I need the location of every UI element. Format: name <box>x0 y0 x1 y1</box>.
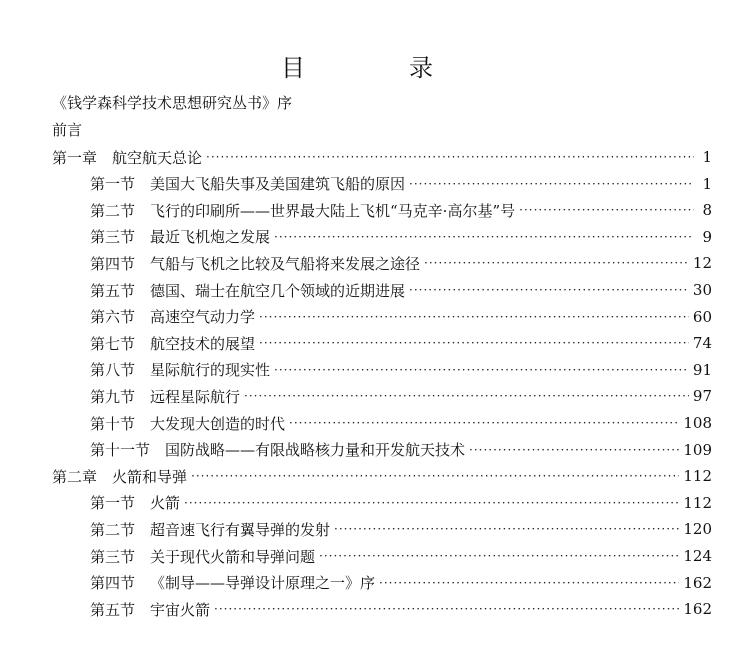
toc-entry-number: 第一节 <box>90 494 136 513</box>
toc-leader-dots <box>519 203 694 217</box>
toc-section-row <box>0 331 712 355</box>
toc-entry-number: 第三节 <box>90 547 136 566</box>
toc-entry-number: 第四节 <box>90 254 136 273</box>
toc-leader-dots <box>206 150 694 164</box>
toc-entry-title: 气船与飞机之比较及气船将来发展之途径 <box>150 254 421 273</box>
toc-entry-number: 第八节 <box>90 361 136 380</box>
toc-page-number: 120 <box>683 520 712 539</box>
toc-leader-dots <box>319 549 679 563</box>
toc-entry-number: 第五节 <box>90 600 136 619</box>
toc-entry-number: 第一节 <box>90 175 136 194</box>
front-matter-series-preface: 《钱学森科学技术思想研究丛书》序 <box>52 94 293 112</box>
toc-entry-title: 高速空气动力学 <box>150 308 256 327</box>
toc-leader-dots <box>259 310 689 324</box>
toc-entry-title: 远程星际航行 <box>150 387 241 406</box>
toc-chapter-row <box>0 145 712 169</box>
toc-entry-title: 超音速飞行有翼导弹的发射 <box>150 520 331 539</box>
toc-entry-title: 大发现大创造的时代 <box>150 414 286 433</box>
toc-page-number: 124 <box>683 547 712 565</box>
toc-entry-number: 第五节 <box>90 281 136 300</box>
toc-leader-dots <box>379 576 679 590</box>
toc-section-row <box>0 172 712 196</box>
toc-leader-dots <box>244 389 689 403</box>
toc-page-number: 109 <box>683 440 712 459</box>
toc-leader-dots <box>214 602 679 616</box>
toc-entry-title: 德国、瑞士在航空几个领域的近期进展 <box>150 281 406 300</box>
toc-section-row <box>0 384 712 408</box>
toc-page-number: 9 <box>702 227 712 246</box>
toc-entry-title: 火箭和导弹 <box>112 467 188 486</box>
toc-entry-number: 第二节 <box>90 201 136 220</box>
toc-section-row <box>0 438 712 462</box>
toc-page-number: 1 <box>702 174 712 193</box>
toc-section-row <box>0 278 712 302</box>
toc-leader-dots <box>274 230 694 244</box>
toc-page-number: 108 <box>683 414 712 432</box>
toc-entry-title: 星际航行的现实性 <box>150 361 271 380</box>
toc-section-row <box>0 544 712 568</box>
toc-entry-number: 第十一节 <box>90 441 151 460</box>
toc-page-number: 74 <box>692 334 712 353</box>
toc-entry-title: 《制导——导弹设计原理之一》序 <box>150 574 376 593</box>
toc-page-number: 60 <box>692 307 712 326</box>
toc-entry-title: 飞行的印刷所——世界最大陆上飞机“马克辛·高尔基”号 <box>150 201 516 220</box>
toc-section-row <box>0 411 712 435</box>
toc-leader-dots <box>334 522 679 536</box>
toc-page-number: 162 <box>683 600 712 619</box>
toc-entry-number: 第二节 <box>90 520 136 539</box>
toc-section-row <box>0 571 712 595</box>
toc-page-number: 112 <box>683 493 712 512</box>
toc-section-row <box>0 491 712 515</box>
toc-page-number: 1 <box>702 148 712 166</box>
toc-entry-title: 航空航天总论 <box>112 148 203 167</box>
toc-page-number: 8 <box>702 201 712 220</box>
toc-leader-dots <box>409 177 694 191</box>
toc-chapter-row <box>0 464 712 488</box>
toc-entry-title: 关于现代火箭和导弹问题 <box>150 547 316 566</box>
toc-entry-number: 第二章 <box>52 467 98 486</box>
toc-page-number: 97 <box>692 387 712 406</box>
toc-page-number: 30 <box>692 281 712 299</box>
toc-entry-number: 第九节 <box>90 387 136 406</box>
toc-leader-dots <box>191 469 679 483</box>
toc-entry-number: 第六节 <box>90 308 136 327</box>
toc-section-row <box>0 251 712 275</box>
toc-section-row <box>0 358 712 382</box>
toc-leader-dots <box>259 336 689 350</box>
toc-entry-number: 第四节 <box>90 574 136 593</box>
toc-section-row <box>0 225 712 249</box>
toc-page-number: 112 <box>683 467 712 486</box>
toc-entry-title: 国防战略——有限战略核力量和开发航天技术 <box>165 441 466 460</box>
toc-page-number: 12 <box>692 254 712 273</box>
toc-entry-number: 第三节 <box>90 228 136 247</box>
toc-page-number: 91 <box>692 360 712 379</box>
toc-section-row <box>0 517 712 541</box>
toc-entry-number: 第十节 <box>90 414 136 433</box>
toc-leader-dots <box>184 496 679 510</box>
toc-page-number: 162 <box>683 573 712 592</box>
page-title: 目 录 <box>281 54 473 83</box>
toc-entry-title: 宇宙火箭 <box>150 600 211 619</box>
toc-entry-title: 航空技术的展望 <box>150 334 256 353</box>
toc-entry-title: 火箭 <box>150 494 181 513</box>
toc-section-row <box>0 305 712 329</box>
toc-entry-number: 第一章 <box>52 148 98 167</box>
toc-leader-dots <box>289 416 679 430</box>
toc-section-row <box>0 198 712 222</box>
toc-leader-dots <box>274 363 689 377</box>
toc-leader-dots <box>409 283 689 297</box>
toc-leader-dots <box>469 443 679 457</box>
front-matter-foreword: 前言 <box>52 121 83 139</box>
toc-leader-dots <box>424 256 689 270</box>
toc-entry-title: 最近飞机炮之发展 <box>150 228 271 247</box>
toc-section-row <box>0 597 712 621</box>
toc-entry-title: 美国大飞船失事及美国建筑飞船的原因 <box>150 175 406 194</box>
toc-entry-number: 第七节 <box>90 334 136 353</box>
